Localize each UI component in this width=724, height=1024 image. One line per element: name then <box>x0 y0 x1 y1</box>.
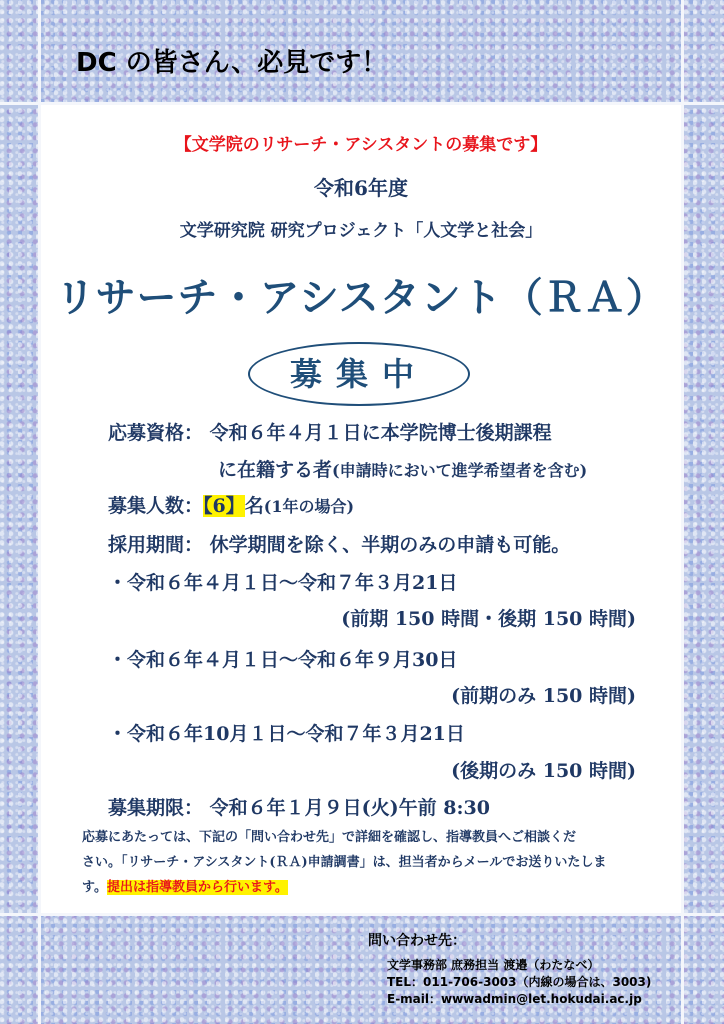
eligibility-label: 応募資格： <box>108 422 204 444</box>
contact-heading: 問い合わせ先： <box>368 933 466 949</box>
contact-email[interactable]: E-mail：wwwadmin@let.hokudai.ac.jp <box>387 992 642 1006</box>
contact-office: 文学事務部 庶務担当 渡邉（わたなべ） <box>387 958 600 972</box>
positions-unit: 名 <box>244 495 264 517</box>
eligibility-note: (申請時において進学希望者を含む) <box>332 461 588 480</box>
eligibility-row-2 <box>218 455 587 482</box>
period-range-3: ・令和６年10月１日～令和７年３月21日 <box>108 723 465 745</box>
note-line-2: さい。「リサーチ・アシスタント(ＲＡ)申請調書」は、担当者からメールでお送りいたしま <box>82 855 607 870</box>
period-range-1: ・令和６年４月１日～令和７年３月21日 <box>108 572 458 594</box>
note-line-3-prefix: す。 <box>82 880 107 895</box>
project-name: 文学研究院 研究プロジェクト「人文学と社会」 <box>179 221 543 241</box>
eligibility-line1: 令和６年４月１日に本学院博士後期課程 <box>209 422 552 444</box>
frame-line-right <box>681 0 684 1024</box>
note-line-1: 応募にあたっては、下記の「問い合わせ先」で詳細を確認し、指導教員へご相談くだ <box>82 830 577 845</box>
recruitment-notice: 【文学院のリサーチ・アシスタントの募集です】 <box>174 135 548 155</box>
header-title: DC の皆さん、必見です！ <box>76 48 388 78</box>
deadline-row <box>108 793 490 820</box>
note-line-3 <box>82 876 288 895</box>
period-hours-2: (前期のみ 150 時間) <box>451 685 636 707</box>
contact-tel: TEL：011-706-3003（内線の場合は、3003) <box>387 975 652 989</box>
eligibility-line2: に在籍する者 <box>218 459 333 481</box>
positions-row <box>108 491 354 518</box>
period-hours-1: (前期 150 時間・後期 150 時間) <box>341 608 636 630</box>
submission-note: 提出は指導教員から行います。 <box>106 880 288 895</box>
fiscal-year: 令和6年度 <box>314 176 408 200</box>
period-text: 休学期間を除く、半期のみの申請も可能。 <box>209 534 571 556</box>
positions-note: (1年の場合) <box>263 497 355 516</box>
period-range-2: ・令和６年４月１日～令和６年９月30日 <box>108 649 458 671</box>
recruiting-badge: 募集中 <box>248 342 470 406</box>
period-row <box>108 530 570 557</box>
positions-count: 【6】 <box>203 495 245 517</box>
period-hours-3: (後期のみ 150 時間) <box>451 760 636 782</box>
deadline-value: 令和６年１月９日(火)午前 8:30 <box>209 797 490 819</box>
frame-line-bottom <box>0 913 724 916</box>
eligibility-row <box>108 418 552 445</box>
positions-label: 募集人数： <box>108 495 204 517</box>
period-label: 採用期間： <box>108 534 204 556</box>
deadline-label: 募集期限： <box>108 797 204 819</box>
ra-title: リサーチ・アシスタント（ＲＡ） <box>55 275 667 321</box>
